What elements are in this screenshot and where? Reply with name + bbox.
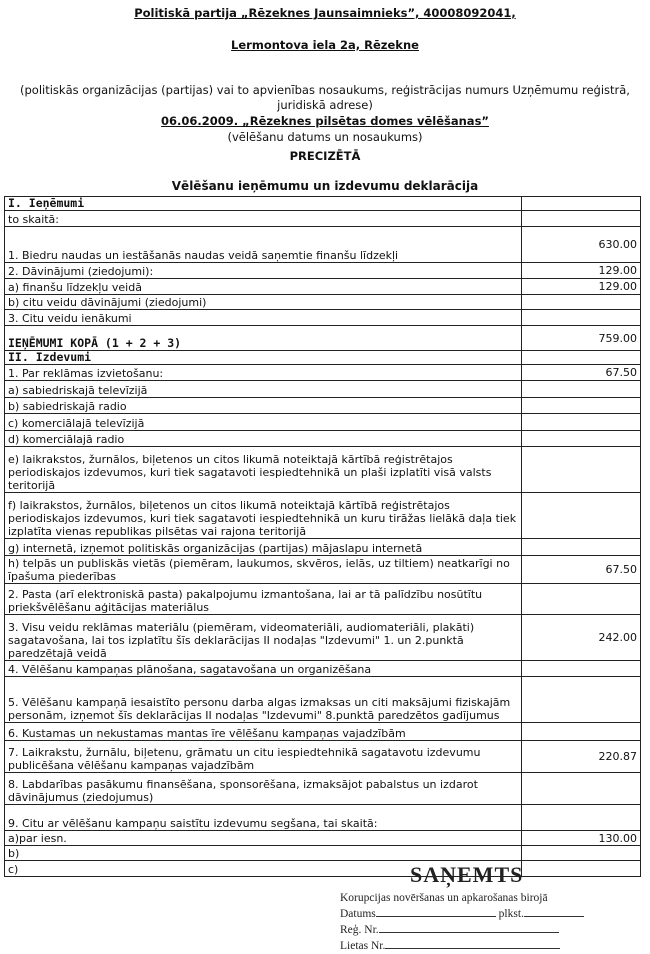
row-amount bbox=[522, 661, 641, 677]
row-amount bbox=[522, 197, 641, 211]
table-row bbox=[5, 381, 641, 398]
row-label: b) sabiedriskajā radio bbox=[5, 398, 522, 414]
stamp-time-label: plkst. bbox=[498, 908, 524, 920]
table-row bbox=[5, 556, 641, 584]
declaration-table bbox=[4, 196, 641, 877]
table-row bbox=[5, 741, 641, 773]
row-label: IEŅĒMUMI KOPĀ (1 + 2 + 3) bbox=[5, 326, 522, 351]
party-address: Lermontova iela 2a, Rēzekne bbox=[231, 38, 419, 52]
table-row bbox=[5, 831, 641, 846]
row-label: I. Ieņēmumi bbox=[5, 197, 522, 211]
row-amount: 130.00 bbox=[522, 831, 641, 846]
row-amount: 630.00 bbox=[522, 227, 641, 263]
row-amount bbox=[522, 846, 641, 861]
row-label: 3. Citu veidu ienākumi bbox=[5, 310, 522, 326]
row-label: 9. Citu ar vēlēšanu kampaņu saistītu izdevumu segšana, tai skaitā: bbox=[5, 805, 522, 831]
received-stamp bbox=[340, 862, 584, 954]
row-amount bbox=[522, 723, 641, 741]
row-amount bbox=[522, 295, 641, 310]
row-label: g) internetā, izņemot politiskās organizācijas (partijas) mājaslapu internetā bbox=[5, 539, 522, 556]
election-note: (vēlēšanu datums un nosaukums) bbox=[227, 130, 423, 144]
row-label: b) citu veidu dāvinājumi (ziedojumi) bbox=[5, 295, 522, 310]
row-label: 4. Vēlēšanu kampaņas plānošana, sagatavošana un organizēšana bbox=[5, 661, 522, 677]
row-label: 8. Labdarības pasākumu finansēšana, sponsorēšana, izmaksājot pabalstus un izdarot dāvinājumus (ziedojumus) bbox=[5, 773, 522, 805]
table-row bbox=[5, 846, 641, 861]
stamp-date-label: Datums bbox=[340, 908, 376, 920]
document-title: Vēlēšanu ieņēmumu un izdevumu deklarācija bbox=[171, 179, 479, 193]
table-row bbox=[5, 615, 641, 661]
table-row bbox=[5, 365, 641, 381]
party-note: (politiskās organizācijas (partijas) vai to apvienības nosaukums, reģistrācijas numurs Uzņēmumu reģistrā, juridiskā adrese) bbox=[20, 83, 630, 112]
table-row bbox=[5, 211, 641, 227]
row-label: a)par iesn. bbox=[5, 831, 522, 846]
table-row bbox=[5, 431, 641, 447]
table-row bbox=[5, 805, 641, 831]
table-row bbox=[5, 310, 641, 326]
row-amount: 759.00 bbox=[522, 326, 641, 351]
row-amount bbox=[522, 447, 641, 493]
row-label: 2. Dāvinājumi (ziedojumi): bbox=[5, 263, 522, 279]
table-row bbox=[5, 414, 641, 431]
row-amount bbox=[522, 773, 641, 805]
table-row bbox=[5, 447, 641, 493]
table-row bbox=[5, 584, 641, 615]
row-label: 5. Vēlēšanu kampaņā iesaistīto personu darba algas izmaksas un citi maksājumi fiziskajām personām, izņemot šīs deklarācijas II nodaļas "Izdevumi" 8.punktā paredzētos gadījumus bbox=[5, 677, 522, 723]
row-amount bbox=[522, 211, 641, 227]
row-amount bbox=[522, 493, 641, 539]
row-amount bbox=[522, 805, 641, 831]
row-label: to skaitā: bbox=[5, 211, 522, 227]
table-row bbox=[5, 197, 641, 211]
row-label: 3. Visu veidu reklāmas materiālu (piemēram, videomateriāli, audiomateriāli, plakāti) sagatavošana, lai tos izplatītu šīs deklarācijas II nodaļas "Izdevumi" 1. un 2.punktā paredzētajā veidā bbox=[5, 615, 522, 661]
row-amount: 220.87 bbox=[522, 741, 641, 773]
stamp-case-label: Lietas Nr. bbox=[340, 940, 386, 952]
table-row bbox=[5, 539, 641, 556]
table-row bbox=[5, 227, 641, 263]
row-amount bbox=[522, 414, 641, 431]
row-label: c) bbox=[5, 861, 522, 877]
table-row bbox=[5, 677, 641, 723]
row-amount bbox=[522, 584, 641, 615]
table-row bbox=[5, 723, 641, 741]
table-row bbox=[5, 351, 641, 365]
row-amount bbox=[522, 351, 641, 365]
stamp-reg-label: Reģ. Nr. bbox=[340, 924, 379, 936]
election-name: 06.06.2009. „Rēzeknes pilsētas domes vēlēšanas” bbox=[161, 114, 489, 128]
row-label: II. Izdevumi bbox=[5, 351, 522, 365]
document-status: PRECIZĒTĀ bbox=[289, 149, 361, 163]
table-row bbox=[5, 326, 641, 351]
row-label: b) bbox=[5, 846, 522, 861]
row-amount bbox=[522, 431, 641, 447]
stamp-title: SAŅEMTS bbox=[410, 862, 524, 887]
row-label: 1. Biedru naudas un iestāšanās naudas veidā saņemtie finanšu līdzekļi bbox=[5, 227, 522, 263]
table-row bbox=[5, 295, 641, 310]
table-row bbox=[5, 263, 641, 279]
row-label: a) sabiedriskajā televīzijā bbox=[5, 381, 522, 398]
row-amount: 129.00 bbox=[522, 279, 641, 295]
row-label: c) komerciālajā televīzijā bbox=[5, 414, 522, 431]
row-amount bbox=[522, 677, 641, 723]
row-label: 2. Pasta (arī elektroniskā pasta) pakalpojumu izmantošana, lai ar tā palīdzību nosūtītu priekšvēlēšanu aģitācijas materiālus bbox=[5, 584, 522, 615]
row-amount: 67.50 bbox=[522, 365, 641, 381]
row-amount: 129.00 bbox=[522, 263, 641, 279]
row-label: e) laikrakstos, žurnālos, biļetenos un citos likumā noteiktajā kārtībā reģistrētajos periodiskajos izdevumos, kuri tiek sagatavoti iespiedtehnikā un plaši izplatīti visā valsts teritorijā bbox=[5, 447, 522, 493]
row-label: h) telpās un publiskās vietās (piemēram, laukumos, skvēros, ielās, uz tiltiem) neatkarīgi no īpašuma piederības bbox=[5, 556, 522, 584]
row-label: f) laikrakstos, žurnālos, biļetenos un citos likumā noteiktajā kārtībā reģistrētajos periodiskajos izdevumos, kuri tiek sagatavoti iespiedtehnikā un kuru tirāžas lielākā daļa tiek izplatīta vienas republikas pilsētas vai rajona teritorijā bbox=[5, 493, 522, 539]
row-amount: 242.00 bbox=[522, 615, 641, 661]
table-row bbox=[5, 493, 641, 539]
row-label: a) finanšu līdzekļu veidā bbox=[5, 279, 522, 295]
row-amount bbox=[522, 398, 641, 414]
table-row bbox=[5, 398, 641, 414]
table-row bbox=[5, 773, 641, 805]
row-amount: 67.50 bbox=[522, 556, 641, 584]
table-row bbox=[5, 279, 641, 295]
party-name: Politiskā partija „Rēzeknes Jaunsaimnieks”, 40008092041, bbox=[134, 6, 516, 20]
row-label: 1. Par reklāmas izvietošanu: bbox=[5, 365, 522, 381]
table-row bbox=[5, 661, 641, 677]
stamp-office: Korupcijas novēršanas un apkarošanas birojā bbox=[340, 892, 548, 904]
row-amount bbox=[522, 539, 641, 556]
row-label: 7. Laikrakstu, žurnālu, biļetenu, grāmatu un citu iespiedtehnikā sagatavotu izdevumu publicēšana vēlēšanu kampaņas vajadzībām bbox=[5, 741, 522, 773]
row-amount bbox=[522, 310, 641, 326]
row-label: d) komerciālajā radio bbox=[5, 431, 522, 447]
row-label: 6. Kustamas un nekustamas mantas īre vēlēšanu kampaņas vajadzībām bbox=[5, 723, 522, 741]
row-amount bbox=[522, 381, 641, 398]
